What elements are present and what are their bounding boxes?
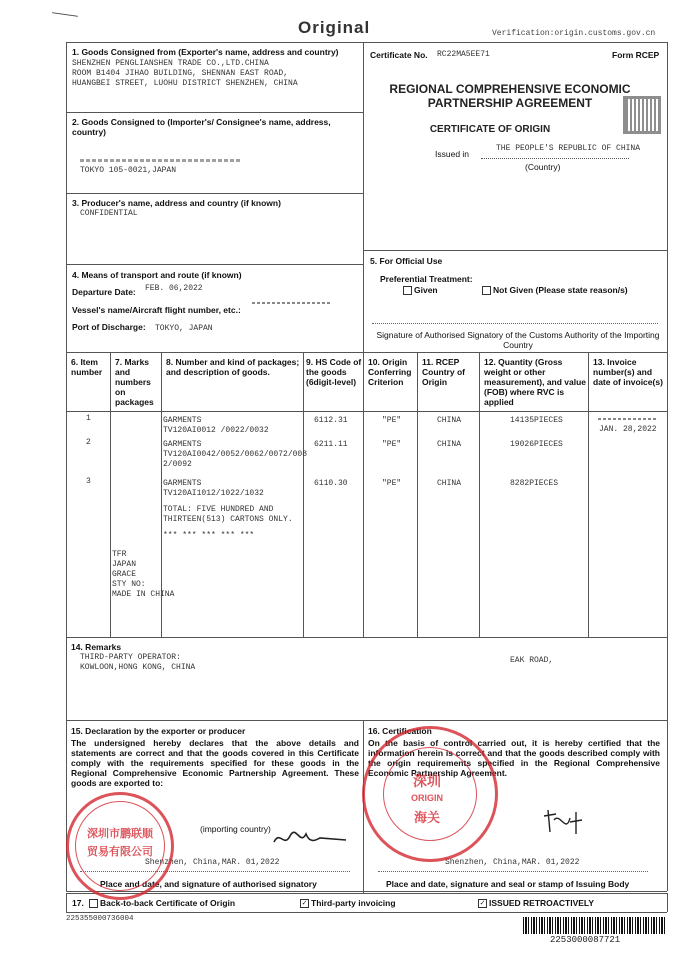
importing-country-caption: (importing country) bbox=[200, 824, 271, 834]
col-header-quantity: 12. Quantity (Gross weight or other measurement), and value (FOB) where RVC is applied bbox=[484, 357, 587, 407]
row-item: 1 bbox=[86, 414, 91, 423]
seal-origin: ORIGIN bbox=[410, 793, 443, 803]
box4-label: 4. Means of transport and route (if known) bbox=[72, 270, 242, 280]
page-title: Original bbox=[298, 18, 371, 37]
port-label: Port of Discharge: bbox=[72, 322, 146, 332]
issued-in-dots bbox=[481, 158, 629, 159]
issued-in-label: Issued in bbox=[435, 149, 470, 159]
row-hs: 6211.11 bbox=[314, 440, 348, 449]
issuer-place-date: Shenzhen, China,MAR. 01,2022 bbox=[445, 858, 580, 867]
certificate-no-label: Certificate No. bbox=[370, 50, 428, 60]
certification-text: On the basis of control carried out, it is hereby certified that the information herein is correct and that the goods described comply with the origin requirements specified in the Regional Comprehensive Economic Partnership Agreement. bbox=[368, 738, 660, 778]
signature-caption: Signature of Authorised Signatory of the Customs Authority of the Importing Country bbox=[376, 330, 660, 350]
barcode-icon bbox=[523, 917, 665, 934]
third-party-label: Third-party invoicing bbox=[311, 898, 396, 908]
box16-label: 16. Certification bbox=[368, 726, 432, 736]
back-to-back-checkbox[interactable] bbox=[89, 899, 98, 908]
col-header-invoice: 13. Invoice number(s) and date of invoice(s) bbox=[593, 357, 663, 387]
barcode-number: 2253000087721 bbox=[550, 935, 621, 945]
col-header-country: 11. RCEP Country of Origin bbox=[422, 357, 465, 387]
issuer-sign-caption: Place and date, signature and seal or stamp of Issuing Body bbox=[386, 879, 630, 889]
total-packages: TOTAL: FIVE HUNDRED AND THIRTEEN(513) CARTONS ONLY. bbox=[163, 505, 293, 524]
row-criterion: "PE" bbox=[382, 416, 402, 425]
departure-value: FEB. 06,2022 bbox=[145, 284, 203, 293]
exporter-address: SHENZHEN PENGLIANSHEN TRADE CO.,LTD.CHINA ROOM B1404 JIHAO BUILDING, SHENNAN EAST ROAD, HUANGBEI STREET, LUOHU DISTRICT SHENZHEN, CHINA bbox=[72, 59, 298, 88]
box14-label: 14. Remarks bbox=[71, 642, 122, 652]
certificate-heading: CERTIFICATE OF ORIGIN bbox=[429, 124, 551, 135]
row-description: GARMENTS TV120AI0012 /0022/0032 bbox=[163, 416, 269, 435]
back-to-back-label: Back-to-back Certificate of Origin bbox=[100, 898, 236, 908]
retroactive-checkbox[interactable]: ✓ bbox=[479, 900, 486, 907]
agreement-title: REGIONAL COMPREHENSIVE ECONOMIC PARTNERSHIP AGREEMENT bbox=[389, 82, 631, 110]
row-description: GARMENTS TV120AI0042/0052/0062/0072/008 2/0092 bbox=[163, 440, 308, 469]
consignee-obscured-line bbox=[80, 159, 240, 162]
row-quantity: 19026PIECES bbox=[510, 440, 563, 449]
row-description: GARMENTS TV120AI1012/1022/1032 bbox=[163, 479, 264, 498]
given-label: Given bbox=[414, 285, 438, 295]
declaration-text: The undersigned hereby declares that the above details and statements are correct and that the goods covered in this Certificate comply with the requirements specified for these goods in the Regional Comprehensive Economic Partnership Agreement. These goods are exported to: bbox=[71, 738, 359, 788]
not-given-checkbox[interactable] bbox=[482, 286, 491, 295]
row-country: CHINA bbox=[437, 479, 462, 488]
retroactive-label: ISSUED RETROACTIVELY bbox=[489, 898, 595, 908]
form-name: Form RCEP bbox=[612, 50, 660, 60]
row-item: 3 bbox=[86, 477, 91, 486]
box1-label: 1. Goods Consigned from (Exporter's name, address and country) bbox=[72, 47, 339, 57]
exporter-place-date: Shenzhen, China,MAR. 01,2022 bbox=[145, 858, 280, 867]
remarks-extra: EAK ROAD, bbox=[510, 656, 554, 665]
exporter-sign-caption: Place and date, and signature of authorised signatory bbox=[100, 879, 317, 889]
shipping-marks: TFR JAPAN GRACE STY NO: MADE IN CHINA bbox=[112, 550, 175, 599]
verification-url: Verification:origin.customs.gov.cn bbox=[492, 29, 656, 38]
issued-in-country: THE PEOPLE'S REPUBLIC OF CHINA bbox=[496, 144, 641, 153]
issuer-place-dots bbox=[378, 871, 648, 872]
row-quantity: 8282PIECES bbox=[510, 479, 559, 488]
invoice-obscured-line bbox=[598, 418, 656, 420]
signature-dots bbox=[372, 323, 658, 324]
footer-left-number: 225355000736004 bbox=[66, 915, 134, 923]
third-party-checkbox[interactable]: ✓ bbox=[301, 900, 308, 907]
remarks-value: THIRD-PARTY OPERATOR: KOWLOON,HONG KONG, CHINA bbox=[80, 653, 196, 672]
exporter-signature bbox=[270, 828, 350, 850]
row-hs: 6110.30 bbox=[314, 479, 348, 488]
given-checkbox[interactable] bbox=[403, 286, 412, 295]
box3-label: 3. Producer's name, address and country (if known) bbox=[72, 198, 281, 208]
col-header-description: 8. Number and kind of packages; and description of goods. bbox=[166, 357, 300, 377]
consignee-address: TOKYO 105-0021,JAPAN bbox=[80, 166, 177, 175]
seal-city: 深圳 bbox=[413, 774, 441, 790]
col-header-marks: 7. Marks and numbers on packages bbox=[115, 357, 154, 407]
customs-origin-seal bbox=[362, 726, 498, 862]
seal-chinese-name-2: 贸易有限公司 bbox=[87, 845, 153, 858]
seal-chinese-name-1: 深圳市鹏联顺 bbox=[87, 827, 153, 840]
col-header-hs: 9. HS Code of the goods (6digit-level) bbox=[306, 357, 362, 387]
row-quantity: 14135PIECES bbox=[510, 416, 563, 425]
end-stars: *** *** *** *** *** bbox=[163, 531, 255, 540]
row-item: 2 bbox=[86, 438, 91, 447]
qr-code-icon bbox=[623, 96, 661, 134]
vessel-obscured-line bbox=[252, 302, 332, 304]
col-header-criterion: 10. Origin Conferring Criterion bbox=[368, 357, 412, 387]
invoice-date: JAN. 28,2022 bbox=[599, 425, 657, 434]
preferential-label: Preferential Treatment: bbox=[380, 274, 473, 284]
port-value: TOKYO, JAPAN bbox=[155, 324, 213, 333]
departure-label: Departure Date: bbox=[72, 287, 136, 297]
not-given-label: Not Given (Please state reason/s) bbox=[493, 285, 628, 295]
country-caption: (Country) bbox=[525, 162, 561, 172]
box5-label: 5. For Official Use bbox=[370, 256, 443, 266]
col-header-item: 6. Item number bbox=[71, 357, 103, 377]
scan-mark bbox=[52, 12, 78, 17]
issuer-signature bbox=[540, 808, 585, 838]
row-country: CHINA bbox=[437, 440, 462, 449]
row-country: CHINA bbox=[437, 416, 462, 425]
box2-label: 2. Goods Consigned to (Importer's/ Consignee's name, address, country) bbox=[72, 117, 331, 137]
row-criterion: "PE" bbox=[382, 479, 402, 488]
exporter-company-seal bbox=[66, 792, 174, 900]
box17-label: 17. bbox=[72, 898, 84, 908]
certificate-no-value: RC22MA5EE71 bbox=[437, 50, 490, 59]
row-criterion: "PE" bbox=[382, 440, 402, 449]
vessel-label: Vessel's name/Aircraft flight number, etc.: bbox=[72, 305, 241, 315]
box15-label: 15. Declaration by the exporter or producer bbox=[71, 726, 246, 736]
seal-department: 海关 bbox=[413, 811, 440, 826]
producer-value: CONFIDENTIAL bbox=[80, 209, 138, 218]
row-hs: 6112.31 bbox=[314, 416, 348, 425]
